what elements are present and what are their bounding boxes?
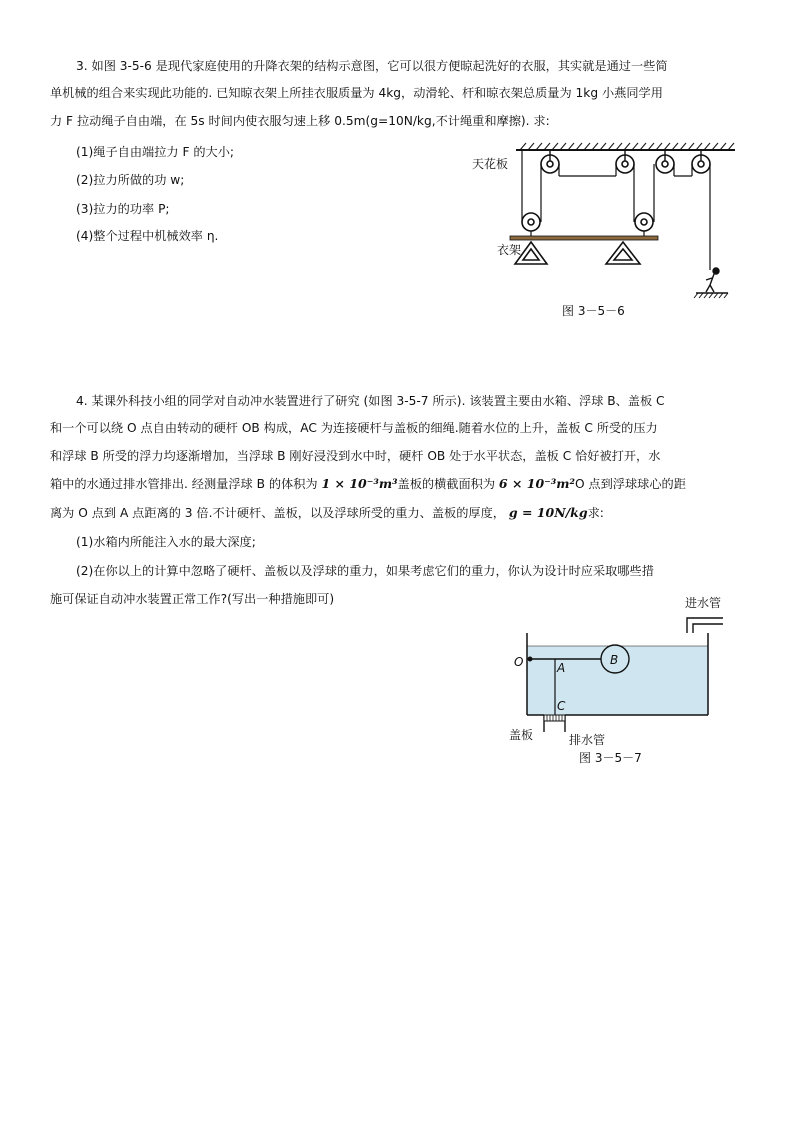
label-A: A — [557, 661, 566, 675]
figure-3-5-7-caption: 图 3－5－7 — [579, 751, 642, 765]
cover-label: 盖板 — [509, 728, 534, 742]
q4-item-1: (1)水箱内所能注入水的最大深度; — [76, 535, 256, 549]
q4-line-5b: 求: — [587, 506, 604, 520]
q4-line-4c: O 点到浮球球心的距 — [574, 477, 686, 491]
q3-item-4: (4)整个过程中机械效率 η. — [76, 229, 219, 243]
label-C: C — [557, 699, 566, 713]
q4-line-4a: 箱中的水通过排水管排出. 经测量浮球 B 的体积为 — [50, 477, 322, 491]
q3-item-2: (2)拉力所做的功 w; — [76, 173, 185, 187]
inlet-label: 进水管 — [685, 596, 722, 610]
volume-formula: 1 × 10⁻³m³ — [321, 476, 398, 491]
q4-line-4b: 盖板的横截面积为 — [397, 477, 499, 491]
rack-label: 衣架 — [497, 243, 522, 257]
gravity-formula: g = 10N/kg — [508, 505, 588, 520]
q3-line-2: 单机械的组合来实现此功能的. 已知晾衣架上所挂衣服质量为 4kg，动滑轮、杆和晾衣架总质量为 1kg 小燕同学用 — [50, 86, 663, 100]
q4-item-2: (2)在你以上的计算中忽略了硬杆、盖板以及浮球的重力，如果考虑它们的重力，你认为设计时应采取哪些措 — [76, 564, 654, 578]
ceiling-label: 天花板 — [472, 157, 509, 171]
label-O: O — [514, 655, 524, 669]
q4-item-2-cont: 施可保证自动冲水装置正常工作?(写出一种措施即可) — [50, 592, 335, 606]
q3-line-1: 3. 如图 3-5-6 是现代家庭使用的升降衣架的结构示意图，它可以很方便晾起洗好的衣服，其实就是通过一些简 — [76, 59, 668, 73]
figure-3-5-6-caption: 图 3－5－6 — [562, 304, 625, 318]
q3-line-3: 力 F 拉动绳子自由端，在 5s 时间内使衣服匀速上移 0.5m(g=10N/kg,不计绳重和摩擦). 求: — [50, 114, 550, 128]
q4-line-4 — [50, 476, 686, 492]
q3-item-3: (3)拉力的功率 P; — [76, 202, 170, 216]
label-B: B — [610, 653, 619, 667]
figure-3-5-6 — [470, 140, 745, 325]
figure-3-5-7 — [505, 592, 745, 772]
q4-line-3: 和浮球 B 所受的浮力均逐渐增加，当浮球 B 刚好浸没到水中时，硬杆 OB 处于水平状态，盖板 C 恰好被打开，水 — [50, 449, 661, 463]
q3-item-1: (1)绳子自由端拉力 F 的大小; — [76, 145, 235, 159]
q4-line-1: 4. 某课外科技小组的同学对自动冲水装置进行了研究 (如图 3-5-7 所示). 该装置主要由水箱、浮球 B、盖板 C — [76, 394, 665, 408]
q4-line-5 — [50, 505, 604, 521]
q4-line-5a: 离为 O 点到 A 点距离的 3 倍.不计硬杆、盖板，以及浮球所受的重力、盖板的厚度， — [50, 506, 509, 520]
area-formula: 6 × 10⁻³m² — [498, 476, 575, 491]
q4-line-2: 和一个可以绕 O 点自由转动的硬杆 OB 构成，AC 为连接硬杆与盖板的细绳.随着水位的上升，盖板 C 所受的压力 — [50, 421, 658, 435]
drain-label: 排水管 — [569, 733, 606, 747]
